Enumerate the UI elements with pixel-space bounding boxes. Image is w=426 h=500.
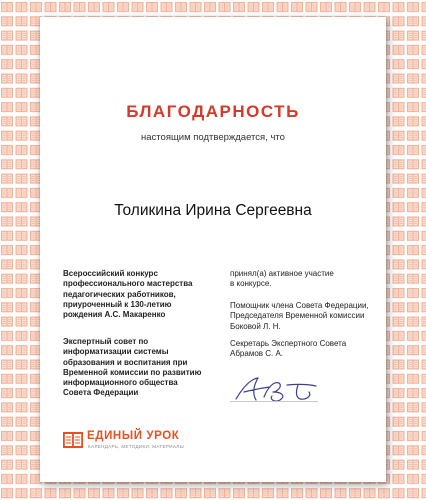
assistant-line: Помощник члена Совета Федерации, — [230, 301, 369, 310]
signature-line — [230, 401, 318, 402]
secretary-line: Абрамов С. А. — [230, 349, 284, 359]
contest-line: профессионального мастерства — [63, 279, 193, 289]
council-line: образования и воспитания при — [63, 357, 188, 367]
secretary-signatory — [230, 339, 380, 360]
assistant-line: Боковой Л. Н. — [230, 321, 281, 331]
participation-line: принял(а) активное участие — [230, 269, 334, 278]
contest-line: приуроченный к 130-летию — [63, 299, 172, 309]
logo-name: ЕДИНЫЙ УРОК — [87, 430, 180, 442]
edinyi-urok-logo — [63, 430, 184, 454]
assistant-signatory — [230, 301, 380, 332]
contest-line: педагогических работников, — [63, 289, 176, 299]
participation-line: в конкурсе. — [230, 279, 272, 289]
council-line: Экспертный совет по — [63, 337, 149, 346]
logo-tagline: КАЛЕНДАРЬ, МЕТОДИКИ, МАТЕРИАЛЫ — [88, 444, 184, 449]
council-line: Временной комиссии по развитию — [63, 367, 202, 377]
contest-line: рождения А.С. Макаренко — [63, 310, 166, 320]
council-line: информатизации системы — [63, 347, 169, 357]
recipient-name: Толикина Ирина Сергеевна — [114, 202, 312, 219]
book-logo-icon — [63, 431, 83, 449]
certificate-subtitle: настоящим подтверждается, что — [141, 132, 285, 143]
council-description — [63, 337, 213, 399]
assistant-line: Председателя Временной комиссии — [230, 311, 365, 321]
council-line: Совета Федерации — [63, 388, 139, 398]
contest-line: Всероссийский конкурс — [63, 269, 158, 278]
secretary-line: Секретарь Экспертного Совета — [230, 339, 347, 348]
participation-text — [230, 269, 380, 290]
certificate-page — [40, 17, 386, 482]
certificate-title: БЛАГОДАРНОСТЬ — [126, 102, 300, 121]
contest-description — [63, 269, 213, 320]
council-line: информационного общества — [63, 378, 178, 388]
